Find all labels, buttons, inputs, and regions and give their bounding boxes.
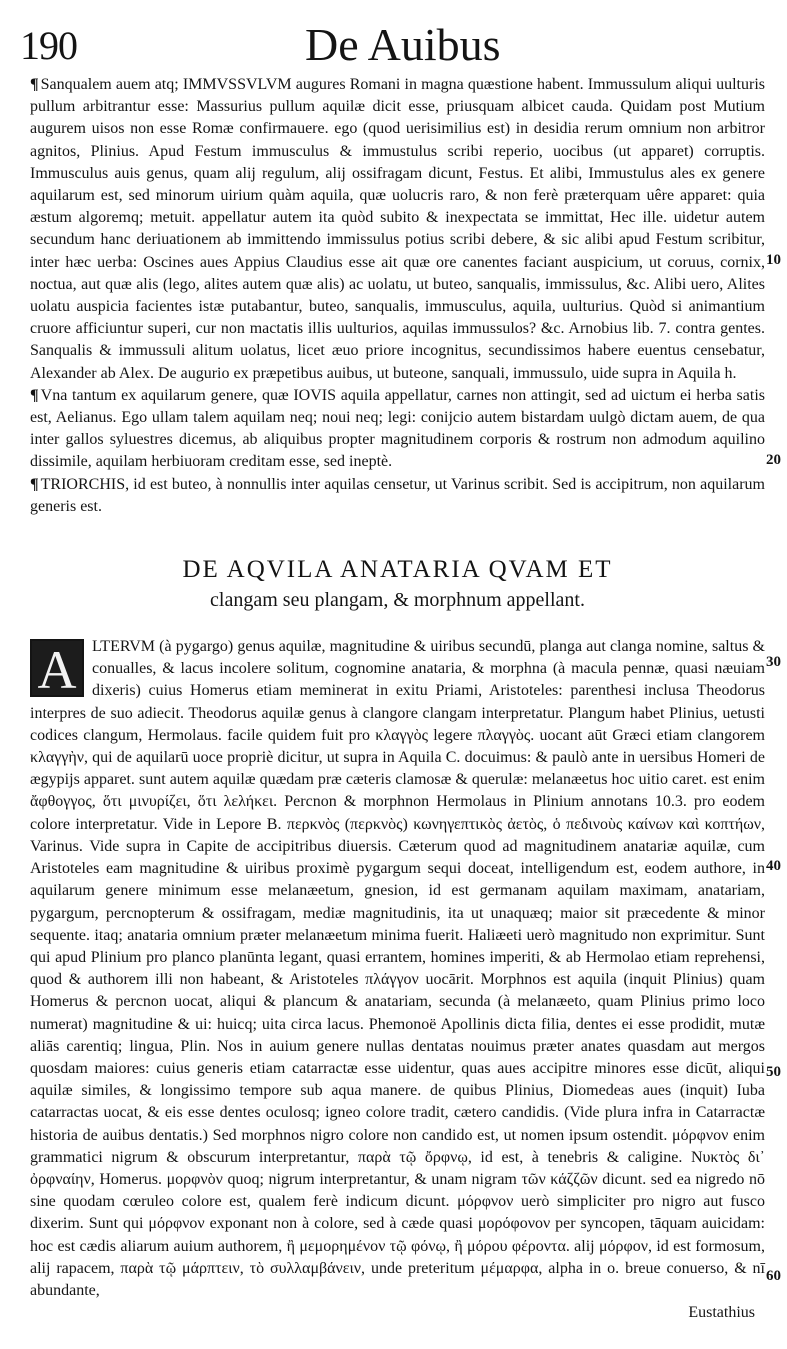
margin-line-number: 60 (766, 1268, 781, 1284)
paragraph-mark: ¶ (30, 386, 39, 404)
page-number: 190 (20, 23, 77, 68)
section-subtitle: clangam seu plangam, & morphnum appellant. (210, 589, 585, 612)
margin-line-number: 20 (766, 452, 781, 468)
paragraph-text: Sanqualem auem atq; IMMVSSVLVM augures Romani in magna quæstione habent. Immussulum aliqui uulturis pullum arbitrantur esse: Massurius pullum aquilæ dicit esse, priusquam albicet cauda. Quidam post Mutium augurem uisos non esse Romæ confirmauere. ego (quod uerisimilius est) in desidia rerum omnium non arbitror agnitos, Plinius. Apud Festum immusculus & immustulus scribi reperio, uocibus (ut apparet) corruptis. Immusculus auis genus, quam alij regulum, alij ossifragam dicunt, Festus. Et alibi, Immustulus ales ex genere aquilarum est, sed minorum uirium quàm aquila, quæ uolucris raro, & non ferè præterquam uêre apparet: quia æstum algoremq; metuit. appellatur autem ita quòd subito & inexpectata se immittat, Hec ille. uidetur autem secundum hanc deriuationem ab immittendo immissulus potius scribi debere, & sic alibi apud Festum scribitur, inter hæc uerba: Oscines aues Appius Claudius esse ait quæ ore canentes faciant auspicium, ut coruus, cornix, noctua, aut quæ alis (lego, alites autem quæ alis) ac uolatu, ut buteo, sanqualis, immissulus, &c. Alibi uero, Alites uolatu auspicia facientes istæ putabantur, buteo, sanqualis, immusculus, aquila, uulturius. Quòd si animantium cruore afficiuntur superi, cur non mactatis illis uulturios, aquilas immussulos? &c. Arnobius lib. 7. contra gentes. Sanqualis & immussuli alitum uolatus, licet æuo priore incognitus, secundissimos habere euentus censebatur, Alexander ab Alex. De augurio ex præpetibus auibus, ut buteone, sanquali, immussulo, uide supra in Aquila h. (30, 76, 765, 382)
paragraph-text: TRIORCHIS, id est buteo, à nonnullis inter aquilas censetur, ut Varinus scribit. Sed is accipitrum, non aquilarum generis est. (30, 475, 765, 515)
paragraph-iovis-aquila (30, 385, 765, 474)
margin-line-number: 50 (766, 1064, 781, 1080)
decorated-initial: A (30, 639, 84, 697)
body-text (30, 74, 765, 1324)
margin-line-number: 40 (766, 858, 781, 874)
paragraph-text: Vna tantum ex aquilarum genere, quæ IOVIS aquila appellatur, carnes non attingit, sed ad uictum ei herba satis est, Aelianus. Ego ullam talem aquilam neq; noui neq; legi: conijcio autem bistardam uulgò dictam auem, de qua inter gallos syluestres dicemus, ab aliquibus propter magnitudinem corporis & rostrum non admodum aquilino dissimile, aquilam herbiuoram creditam esse, sed ineptè. (30, 386, 765, 471)
page-header (0, 12, 787, 72)
catchword: Eustathius (688, 1304, 755, 1322)
running-head: De Auibus (305, 19, 501, 70)
paragraph-anataria (30, 636, 765, 1302)
paragraph-mark: ¶ (30, 76, 39, 93)
paragraph-text: LTERVM (à pygargo) genus aquilæ, magnitudine & uiribus secundū, planga aut clanga nomine, saltus & conualles, & lacus incolere solitum, cognomine anataria, & morphna (à macula pennæ, quasi næuiam dixeris) cuius Homerus etiam meminerat in exitu Priami, Aristoteles: parenthesi inclusa Theodorus interpres de suo adiecit. Theodorus aquilæ genus à clangore clangam interpretatur. Plangum habet Plinius, uetusti codices clangum, Hermolaus. facile quidem fuit pro κλαγγὸς legere πλαγγὸς. uocant aūt Græci etiam clangorem κλαγγὴν, qui de aquilarū uoce propriè dicitur, ut supra in Aquila C. docuimus: & paulò ante in uersibus Homeri de ægypijs apparet. sunt autem aquilæ quædam præ cæteris clamosæ & querulæ: melanæetus hoc uitio caret. est enim ἄφθογγος, ὅτι μινυρίζει, ὅτι λελήκει. Percnon & morphnon Hermolaus in Plinium annotans 10.3. pro eodem colore interpretatur. Vide in Lepore B. περκνὸς (περκνὸς) κωνηγεπτικὸς ἀετὸς, ὁ πεδινοὺς καίνων καὶ κοπτήων, Varinus. Vide supra in Capite de accipitribus diuersis. Cæterum quod ad magnitudinem anatariæ aquilæ, cum Aristoteles eam magnitudine & uiribus proximè pygargum sequi doceat, intelligendum est, eodem authore, in aquilarum genere minimum esse melanæetum, gnesion, id est germanam aquilam maximam, anatariam, pygargum, percnopterum & ossifragam, mediæ magnitudinis, ita ut unaquæq; maior sit præcedente & minor sequente. itaq; anataria omnium præter melanæetum minima fuerit. Haliæeti uerò magnitudo non exprimitur. Sunt qui apud Plinium pro planco planūnta legant, quasi errantem, homines imperiti, & ab Hermolao etiam reprehensi, quod & authorem illi non habeant, & Aristoteles πλάγγον uocārit. Morphnos est aquila (inquit Plinius) quam Homerus & percnon uocat, aliqui & plancum & anatariam, secunda (à melanæeto, quam Plinius primo loco numerat) magnitudine & ui: huicq; uita circa lacus. Phemonoë Apollinis dicta filia, dentes ei esse prodidit, mutæ aliās carentiq; lingua, Plin. Nos in auium genere nullas dentatas nouimus præter anates quasdam aut mergos quosdam maiores: cuius generis etiam catarractæ esse uidentur, quas aues accipitre minores esse dicūt, aliqui aquilæ similes, & longissimo tempore sub aqua manere. de quibus Plinius, Diomedeas aues (inquit) Iuba catarractas uocat, & eis esse dentes oculosq; igneo colore tradit, cætero candidis. (Vide plura infra in Catarractæ historia de auibus dentatis.) Sed morphnos nigro colore non candido est, ut nomen ipsum ostendit. μόρφνον enim grammatici nigrum & obscurum interpretantur, παρὰ τῷ ὄρφνῳ, id est, à tenebris & caligine. Νυκτὸς δι᾽ ὀρφναίην, Homerus. μορφνὸν quoq; nigrum interpretantur, & unam nigram τῶν κάζζῶν dicunt. sed ea nigredo nō sine quodam cœruleo colore est, qualem ferè indicum dicunt. μόρφνον uerò simpliciter pro nigro aut fusco dixerim. Sunt qui μόρφνον exponant non à colore, sed à cæde quasi μορόφονον per syncopen, tāquam auicidam: hoc est cædis aliarum auium authorem, ἢ μεμορημένον τῷ φόνῳ, ἢ μόρου φέροντα. alij μόρφον, id est formosum, alij rapacem, παρὰ τῷ μάρπτειν, τὸ συλλαμβάνειν, unde preteritum μέμαρφα, alpha in o. breue conuerso, & nī abundante, (30, 638, 765, 1299)
paragraph-immussulus (30, 74, 765, 385)
margin-line-number: 10 (766, 252, 781, 268)
section-heading (30, 554, 765, 614)
section-title: DE AQVILA ANATARIA QVAM ET (182, 556, 613, 584)
paragraph-triorchis (30, 474, 765, 518)
section-body (30, 636, 765, 1324)
paragraph-mark: ¶ (30, 475, 39, 493)
margin-line-number: 30 (766, 654, 781, 670)
